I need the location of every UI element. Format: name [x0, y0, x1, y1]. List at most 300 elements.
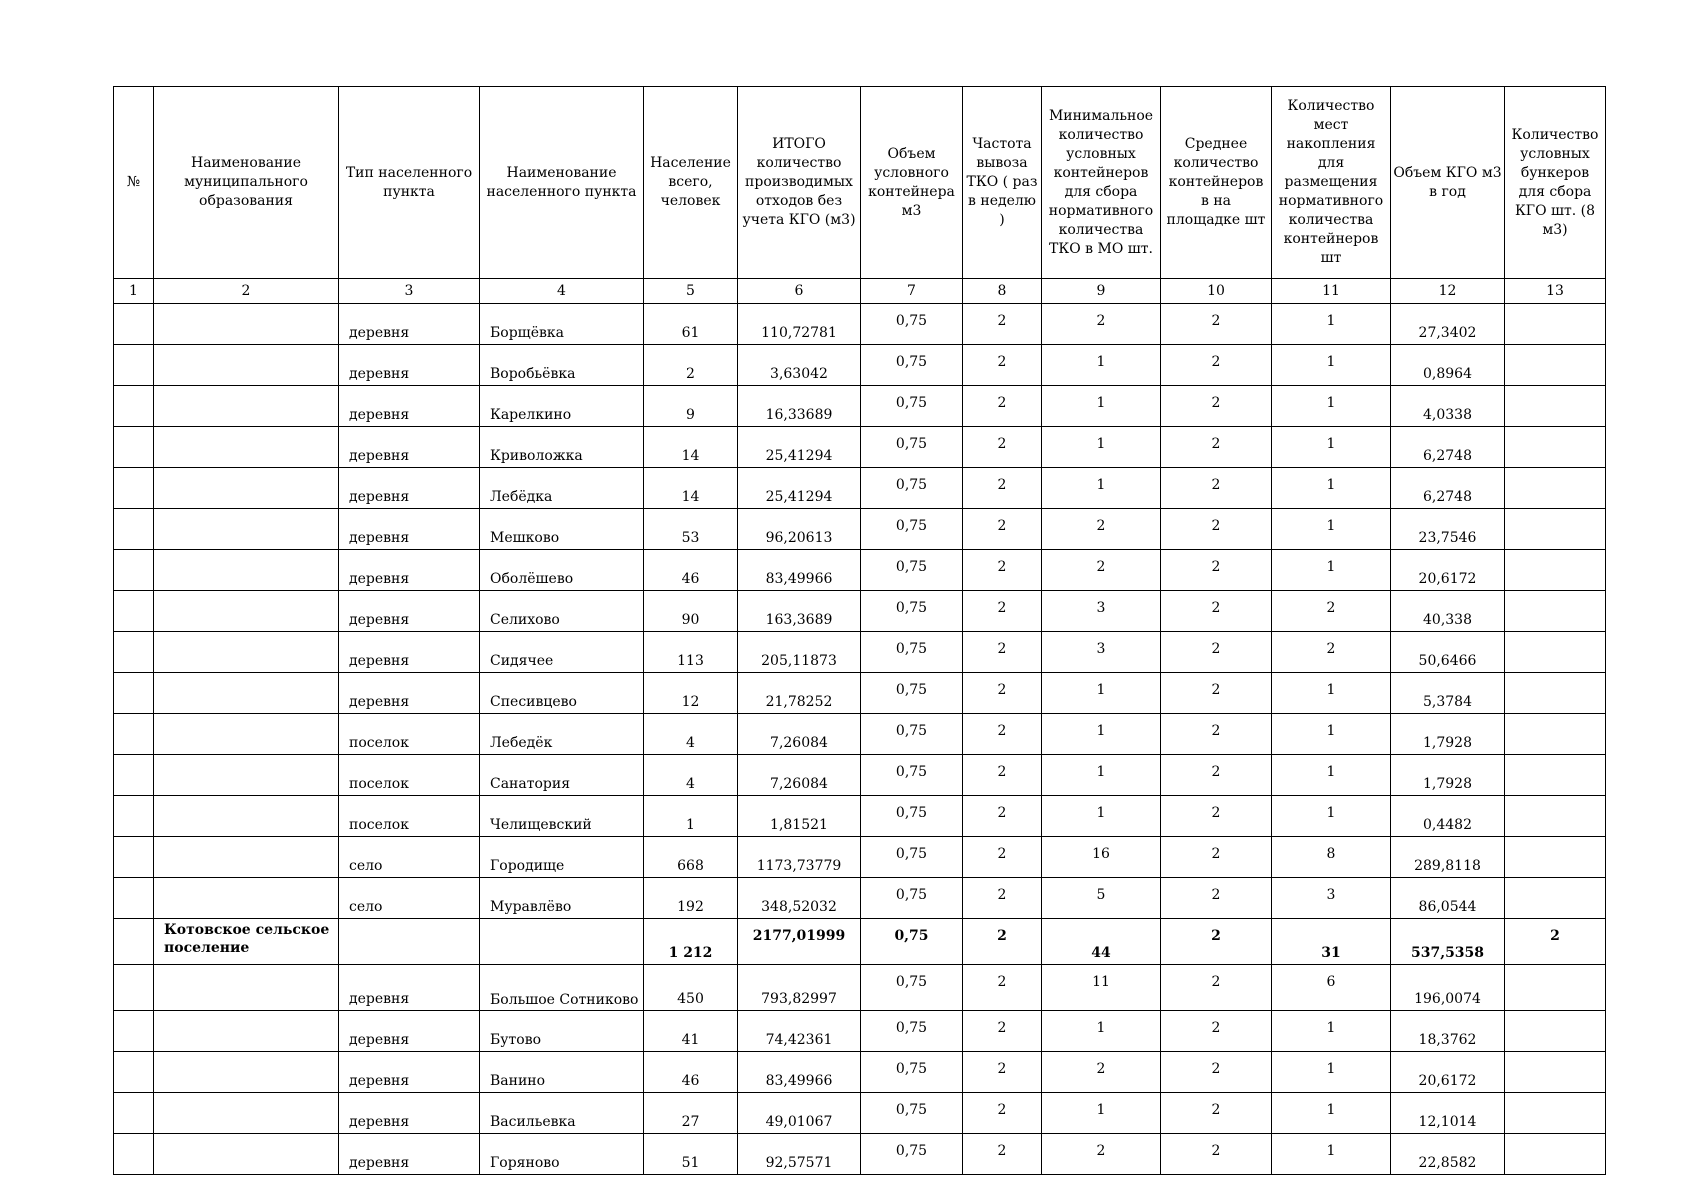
cell-num	[114, 632, 154, 673]
cell-waste: 21,78252	[738, 673, 861, 714]
cell-waste: 793,82997	[738, 965, 861, 1011]
column-header: Среднее количество контейнеров в на площадке шт	[1161, 87, 1272, 279]
table-row	[114, 755, 1606, 796]
cell-mo	[154, 1052, 339, 1093]
cell-places: 1	[1272, 1011, 1391, 1052]
cell-mo	[154, 1093, 339, 1134]
cell-avg: 2	[1161, 632, 1272, 673]
cell-type: деревня	[339, 1093, 480, 1134]
cell-kgo: 1,7928	[1391, 755, 1505, 796]
cell-mo	[154, 1134, 339, 1175]
waste-table	[113, 86, 1606, 1175]
cell-type: деревня	[339, 304, 480, 345]
cell-min: 16	[1042, 837, 1161, 878]
cell-min: 1	[1042, 673, 1161, 714]
cell-vol: 0,75	[861, 386, 963, 427]
cell-num	[114, 796, 154, 837]
column-number: 5	[644, 279, 738, 304]
cell-mo	[154, 427, 339, 468]
cell-min: 1	[1042, 714, 1161, 755]
cell-min: 2	[1042, 1134, 1161, 1175]
cell-min: 2	[1042, 304, 1161, 345]
column-header: Объем КГО м3 в год	[1391, 87, 1505, 279]
table-row	[114, 509, 1606, 550]
table-row	[114, 345, 1606, 386]
cell-name: Карелкино	[480, 386, 644, 427]
cell-bunk	[1505, 345, 1606, 386]
cell-places: 1	[1272, 345, 1391, 386]
cell-places: 1	[1272, 1093, 1391, 1134]
cell-bunk	[1505, 714, 1606, 755]
cell-avg: 2	[1161, 714, 1272, 755]
cell-min: 3	[1042, 591, 1161, 632]
cell-num	[114, 673, 154, 714]
cell-pop: 9	[644, 386, 738, 427]
column-header: Количество условных бункеров для сбора КГО шт. (8 м3)	[1505, 87, 1606, 279]
cell-freq: 2	[963, 837, 1042, 878]
cell-min: 1	[1042, 427, 1161, 468]
cell-places: 1	[1272, 755, 1391, 796]
column-number: 11	[1272, 279, 1391, 304]
column-header: Население всего, человек	[644, 87, 738, 279]
cell-kgo: 6,2748	[1391, 427, 1505, 468]
cell-name: Воробьёвка	[480, 345, 644, 386]
cell-vol: 0,75	[861, 714, 963, 755]
cell-type: деревня	[339, 386, 480, 427]
cell-avg: 2	[1161, 386, 1272, 427]
column-header: Тип населенного пункта	[339, 87, 480, 279]
cell-type: деревня	[339, 1052, 480, 1093]
cell-name: Сидячее	[480, 632, 644, 673]
cell-avg: 2	[1161, 591, 1272, 632]
table-row	[114, 427, 1606, 468]
cell-name: Лебедёк	[480, 714, 644, 755]
column-header: Количество мест накопления для размещения нормативного количества контейнеров шт	[1272, 87, 1391, 279]
cell-vol: 0,75	[861, 878, 963, 919]
cell-places: 1	[1272, 468, 1391, 509]
column-number: 13	[1505, 279, 1606, 304]
cell-pop: 61	[644, 304, 738, 345]
column-number: 7	[861, 279, 963, 304]
cell-avg: 2	[1161, 509, 1272, 550]
cell-min: 44	[1042, 919, 1161, 965]
cell-waste: 205,11873	[738, 632, 861, 673]
cell-num	[114, 1052, 154, 1093]
cell-mo	[154, 386, 339, 427]
table-row	[114, 386, 1606, 427]
cell-type: село	[339, 878, 480, 919]
cell-freq: 2	[963, 1052, 1042, 1093]
cell-bunk	[1505, 1052, 1606, 1093]
cell-vol: 0,75	[861, 919, 963, 965]
column-number: 9	[1042, 279, 1161, 304]
cell-vol: 0,75	[861, 755, 963, 796]
cell-type: поселок	[339, 755, 480, 796]
cell-avg: 2	[1161, 878, 1272, 919]
cell-places: 1	[1272, 714, 1391, 755]
cell-bunk	[1505, 550, 1606, 591]
cell-name: Спесивцево	[480, 673, 644, 714]
cell-places: 6	[1272, 965, 1391, 1011]
cell-mo	[154, 755, 339, 796]
column-number: 2	[154, 279, 339, 304]
cell-kgo: 40,338	[1391, 591, 1505, 632]
cell-bunk	[1505, 878, 1606, 919]
cell-bunk	[1505, 1011, 1606, 1052]
cell-min: 3	[1042, 632, 1161, 673]
cell-freq: 2	[963, 1011, 1042, 1052]
cell-vol: 0,75	[861, 509, 963, 550]
cell-freq: 2	[963, 468, 1042, 509]
cell-vol: 0,75	[861, 1011, 963, 1052]
cell-min: 2	[1042, 509, 1161, 550]
column-header: Минимальное количество условных контейнеров для сбора нормативного количества ТКО в МО шт.	[1042, 87, 1161, 279]
cell-mo	[154, 304, 339, 345]
cell-waste: 83,49966	[738, 550, 861, 591]
cell-type: деревня	[339, 345, 480, 386]
cell-kgo: 86,0544	[1391, 878, 1505, 919]
cell-type: деревня	[339, 673, 480, 714]
cell-kgo: 4,0338	[1391, 386, 1505, 427]
cell-min: 2	[1042, 550, 1161, 591]
cell-num	[114, 1093, 154, 1134]
cell-type: деревня	[339, 1011, 480, 1052]
table-row	[114, 1052, 1606, 1093]
cell-name: Васильевка	[480, 1093, 644, 1134]
cell-bunk	[1505, 837, 1606, 878]
column-header: Объем условного контейнера м3	[861, 87, 963, 279]
cell-waste: 110,72781	[738, 304, 861, 345]
cell-avg: 2	[1161, 796, 1272, 837]
cell-name: Мешково	[480, 509, 644, 550]
cell-type: деревня	[339, 509, 480, 550]
cell-num	[114, 345, 154, 386]
cell-vol: 0,75	[861, 468, 963, 509]
cell-pop: 192	[644, 878, 738, 919]
cell-avg: 2	[1161, 837, 1272, 878]
cell-name: Санатория	[480, 755, 644, 796]
cell-places: 1	[1272, 796, 1391, 837]
table-row	[114, 714, 1606, 755]
column-number: 1	[114, 279, 154, 304]
table-header	[114, 87, 1606, 304]
cell-vol: 0,75	[861, 965, 963, 1011]
cell-mo	[154, 468, 339, 509]
cell-name: Лебёдка	[480, 468, 644, 509]
cell-type: поселок	[339, 796, 480, 837]
cell-num	[114, 509, 154, 550]
cell-mo	[154, 632, 339, 673]
cell-name: Большое Сотниково	[480, 965, 644, 1011]
cell-places: 1	[1272, 673, 1391, 714]
cell-freq: 2	[963, 1093, 1042, 1134]
cell-waste: 1,81521	[738, 796, 861, 837]
cell-pop: 14	[644, 468, 738, 509]
cell-kgo: 23,7546	[1391, 509, 1505, 550]
table-row	[114, 837, 1606, 878]
table-row	[114, 550, 1606, 591]
cell-type: село	[339, 837, 480, 878]
cell-vol: 0,75	[861, 1134, 963, 1175]
cell-waste: 83,49966	[738, 1052, 861, 1093]
cell-waste: 92,57571	[738, 1134, 861, 1175]
cell-freq: 2	[963, 304, 1042, 345]
cell-bunk	[1505, 965, 1606, 1011]
cell-kgo: 5,3784	[1391, 673, 1505, 714]
cell-places: 31	[1272, 919, 1391, 965]
cell-pop: 14	[644, 427, 738, 468]
cell-vol: 0,75	[861, 632, 963, 673]
table-row	[114, 591, 1606, 632]
cell-num	[114, 714, 154, 755]
table-body	[114, 304, 1606, 1175]
cell-waste: 49,01067	[738, 1093, 861, 1134]
cell-pop: 4	[644, 755, 738, 796]
cell-places: 1	[1272, 550, 1391, 591]
cell-avg: 2	[1161, 673, 1272, 714]
table-row	[114, 1134, 1606, 1175]
cell-num	[114, 427, 154, 468]
cell-min: 1	[1042, 386, 1161, 427]
cell-type: деревня	[339, 965, 480, 1011]
cell-avg: 2	[1161, 919, 1272, 965]
cell-kgo: 0,4482	[1391, 796, 1505, 837]
cell-kgo: 6,2748	[1391, 468, 1505, 509]
cell-pop: 51	[644, 1134, 738, 1175]
cell-kgo: 196,0074	[1391, 965, 1505, 1011]
cell-kgo: 18,3762	[1391, 1011, 1505, 1052]
cell-mo	[154, 591, 339, 632]
cell-name: Криволожка	[480, 427, 644, 468]
cell-freq: 2	[963, 714, 1042, 755]
cell-avg: 2	[1161, 1011, 1272, 1052]
cell-num	[114, 755, 154, 796]
cell-pop: 41	[644, 1011, 738, 1052]
table-row	[114, 632, 1606, 673]
cell-pop: 450	[644, 965, 738, 1011]
cell-places: 1	[1272, 427, 1391, 468]
cell-freq: 2	[963, 550, 1042, 591]
cell-mo	[154, 509, 339, 550]
cell-num	[114, 919, 154, 965]
cell-bunk	[1505, 796, 1606, 837]
cell-bunk	[1505, 1093, 1606, 1134]
cell-waste: 1173,73779	[738, 837, 861, 878]
cell-avg: 2	[1161, 468, 1272, 509]
column-number: 12	[1391, 279, 1505, 304]
cell-min: 1	[1042, 755, 1161, 796]
cell-waste: 348,52032	[738, 878, 861, 919]
cell-min: 1	[1042, 1011, 1161, 1052]
cell-bunk	[1505, 509, 1606, 550]
cell-type	[339, 919, 480, 965]
cell-avg: 2	[1161, 1052, 1272, 1093]
column-number: 8	[963, 279, 1042, 304]
cell-pop: 46	[644, 1052, 738, 1093]
cell-type: деревня	[339, 427, 480, 468]
cell-vol: 0,75	[861, 550, 963, 591]
cell-min: 11	[1042, 965, 1161, 1011]
cell-places: 2	[1272, 632, 1391, 673]
cell-avg: 2	[1161, 755, 1272, 796]
cell-num	[114, 837, 154, 878]
cell-freq: 2	[963, 1134, 1042, 1175]
cell-vol: 0,75	[861, 427, 963, 468]
cell-waste: 163,3689	[738, 591, 861, 632]
cell-mo	[154, 878, 339, 919]
cell-name: Борщёвка	[480, 304, 644, 345]
waste-table-sheet	[113, 86, 1605, 1175]
cell-bunk	[1505, 755, 1606, 796]
cell-type: деревня	[339, 468, 480, 509]
cell-mo	[154, 714, 339, 755]
cell-avg: 2	[1161, 1134, 1272, 1175]
cell-freq: 2	[963, 673, 1042, 714]
column-number: 10	[1161, 279, 1272, 304]
cell-pop: 668	[644, 837, 738, 878]
table-row	[114, 468, 1606, 509]
cell-bunk: 2	[1505, 919, 1606, 965]
column-header: Наименование муниципального образования	[154, 87, 339, 279]
cell-pop: 4	[644, 714, 738, 755]
cell-num	[114, 304, 154, 345]
cell-num	[114, 468, 154, 509]
cell-kgo: 289,8118	[1391, 837, 1505, 878]
cell-num	[114, 965, 154, 1011]
cell-vol: 0,75	[861, 304, 963, 345]
cell-waste: 74,42361	[738, 1011, 861, 1052]
cell-name: Челищевский	[480, 796, 644, 837]
column-header: №	[114, 87, 154, 279]
cell-freq: 2	[963, 919, 1042, 965]
cell-vol: 0,75	[861, 345, 963, 386]
column-header: Наименование населенного пункта	[480, 87, 644, 279]
cell-pop: 90	[644, 591, 738, 632]
cell-name: Селихово	[480, 591, 644, 632]
cell-places: 1	[1272, 509, 1391, 550]
table-row	[114, 1093, 1606, 1134]
cell-vol: 0,75	[861, 796, 963, 837]
table-row	[114, 796, 1606, 837]
cell-places: 1	[1272, 1052, 1391, 1093]
cell-vol: 0,75	[861, 591, 963, 632]
cell-name: Оболёшево	[480, 550, 644, 591]
cell-bunk	[1505, 427, 1606, 468]
cell-pop: 53	[644, 509, 738, 550]
cell-kgo: 50,6466	[1391, 632, 1505, 673]
cell-pop: 2	[644, 345, 738, 386]
column-number: 4	[480, 279, 644, 304]
cell-places: 3	[1272, 878, 1391, 919]
cell-freq: 2	[963, 509, 1042, 550]
cell-type: деревня	[339, 550, 480, 591]
cell-vol: 0,75	[861, 837, 963, 878]
cell-num	[114, 386, 154, 427]
cell-vol: 0,75	[861, 673, 963, 714]
column-number: 3	[339, 279, 480, 304]
cell-waste: 25,41294	[738, 427, 861, 468]
cell-type: деревня	[339, 591, 480, 632]
cell-name: Муравлёво	[480, 878, 644, 919]
cell-freq: 2	[963, 755, 1042, 796]
cell-num	[114, 1134, 154, 1175]
cell-type: поселок	[339, 714, 480, 755]
cell-num	[114, 878, 154, 919]
cell-bunk	[1505, 386, 1606, 427]
cell-mo: Котовское сельское поселение	[154, 919, 339, 965]
table-row	[114, 1011, 1606, 1052]
cell-type: деревня	[339, 1134, 480, 1175]
cell-name: Горяново	[480, 1134, 644, 1175]
cell-freq: 2	[963, 386, 1042, 427]
cell-kgo: 27,3402	[1391, 304, 1505, 345]
cell-kgo: 0,8964	[1391, 345, 1505, 386]
cell-pop: 1 212	[644, 919, 738, 965]
cell-type: деревня	[339, 632, 480, 673]
cell-min: 5	[1042, 878, 1161, 919]
cell-bunk	[1505, 1134, 1606, 1175]
cell-min: 1	[1042, 796, 1161, 837]
cell-mo	[154, 837, 339, 878]
cell-mo	[154, 796, 339, 837]
cell-waste: 25,41294	[738, 468, 861, 509]
cell-kgo: 22,8582	[1391, 1134, 1505, 1175]
cell-vol: 0,75	[861, 1052, 963, 1093]
cell-name: Городище	[480, 837, 644, 878]
cell-name: Ванино	[480, 1052, 644, 1093]
cell-min: 1	[1042, 468, 1161, 509]
cell-places: 1	[1272, 386, 1391, 427]
cell-min: 2	[1042, 1052, 1161, 1093]
cell-places: 1	[1272, 304, 1391, 345]
table-row	[114, 304, 1606, 345]
cell-mo	[154, 345, 339, 386]
column-number-row	[114, 279, 1606, 304]
header-row	[114, 87, 1606, 279]
cell-bunk	[1505, 468, 1606, 509]
cell-mo	[154, 1011, 339, 1052]
cell-waste: 16,33689	[738, 386, 861, 427]
cell-mo	[154, 673, 339, 714]
cell-pop: 113	[644, 632, 738, 673]
column-number: 6	[738, 279, 861, 304]
total-row	[114, 919, 1606, 965]
table-row	[114, 673, 1606, 714]
cell-waste: 7,26084	[738, 714, 861, 755]
cell-min: 1	[1042, 345, 1161, 386]
cell-avg: 2	[1161, 304, 1272, 345]
cell-freq: 2	[963, 591, 1042, 632]
cell-bunk	[1505, 304, 1606, 345]
cell-pop: 12	[644, 673, 738, 714]
cell-bunk	[1505, 673, 1606, 714]
table-row	[114, 878, 1606, 919]
column-header: Частота вывоза ТКО ( раз в неделю )	[963, 87, 1042, 279]
cell-avg: 2	[1161, 427, 1272, 468]
cell-waste: 96,20613	[738, 509, 861, 550]
cell-waste: 3,63042	[738, 345, 861, 386]
cell-avg: 2	[1161, 345, 1272, 386]
cell-num	[114, 591, 154, 632]
table-row	[114, 965, 1606, 1011]
cell-waste: 7,26084	[738, 755, 861, 796]
cell-freq: 2	[963, 632, 1042, 673]
cell-name	[480, 919, 644, 965]
cell-waste: 2177,01999	[738, 919, 861, 965]
cell-freq: 2	[963, 345, 1042, 386]
cell-pop: 27	[644, 1093, 738, 1134]
cell-avg: 2	[1161, 965, 1272, 1011]
